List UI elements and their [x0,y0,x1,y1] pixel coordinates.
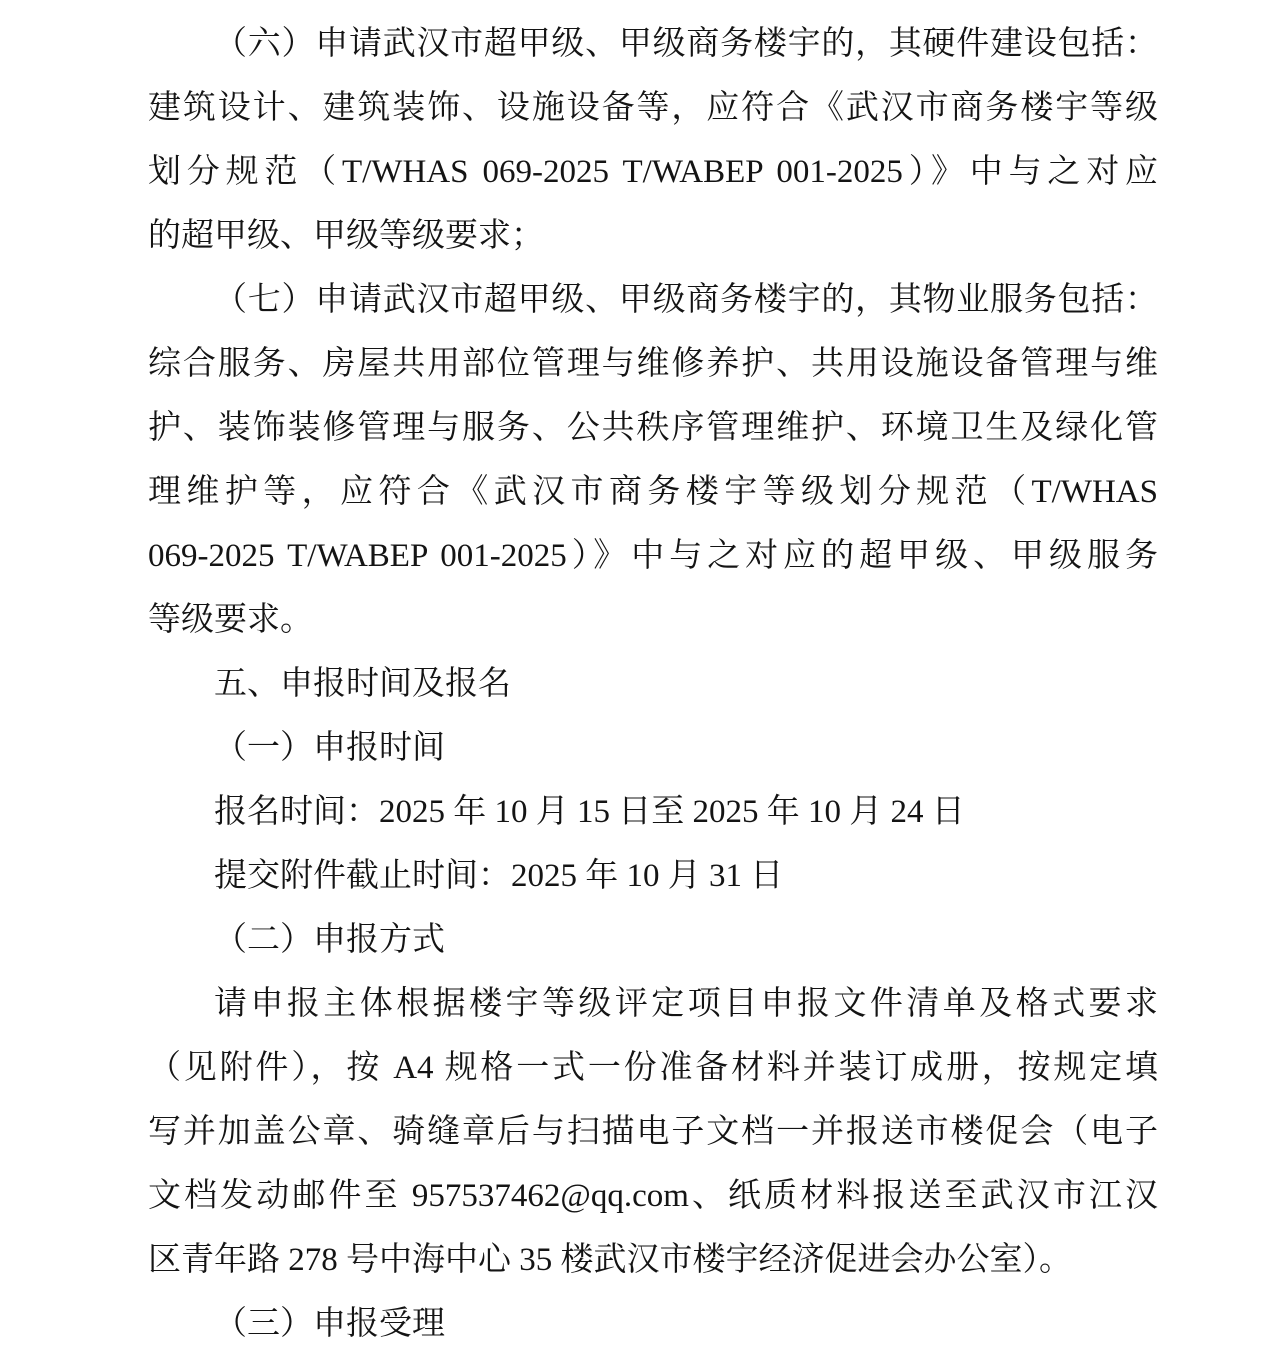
document-line: 文档发动邮件至 957537462@qq.com、纸质材料报送至武汉市江汉 [148,1178,1158,1214]
document-line: （三）申报受理 [214,1306,445,1342]
document-line: 区青年路 278 号中海中心 35 楼武汉市楼宇经济促进会办公室）。 [148,1242,1072,1278]
document-line: 护、装饰装修管理与服务、公共秩序管理维护、环境卫生及绿化管 [148,410,1158,446]
document-line: （一）申报时间 [214,730,445,766]
document-line: 的超甲级、甲级等级要求； [148,218,544,254]
document-line: 069-2025 T/WABEP 001-2025）》中与之对应的超甲级、甲级服务 [148,538,1158,574]
document-line: 报名时间：2025 年 10 月 15 日至 2025 年 10 月 24 日 [214,794,965,830]
document-body [148,12,1158,1356]
document-line: （见附件），按 A4 规格一式一份准备材料并装订成册，按规定填 [148,1050,1158,1086]
document-line: 写并加盖公章、骑缝章后与扫描电子文档一并报送市楼促会（电子 [148,1114,1158,1150]
document-line: 五、申报时间及报名 [214,666,511,702]
document-line: 请申报主体根据楼宇等级评定项目申报文件清单及格式要求 [214,986,1158,1022]
document-line: 综合服务、房屋共用部位管理与维修养护、共用设施设备管理与维 [148,346,1158,382]
document-line: （七）申请武汉市超甲级、甲级商务楼宇的，其物业服务包括： [214,282,1158,318]
document-line: 划分规范（T/WHAS 069-2025 T/WABEP 001-2025）》中与之对应 [148,154,1158,190]
document-line: （二）申报方式 [214,922,445,958]
document-line: 理维护等，应符合《武汉市商务楼宇等级划分规范（T/WHAS [148,474,1158,510]
document-line: 建筑设计、建筑装饰、设施设备等，应符合《武汉市商务楼宇等级 [148,90,1158,126]
document-line: （六）申请武汉市超甲级、甲级商务楼宇的，其硬件建设包括： [214,26,1158,62]
document-line: 提交附件截止时间：2025 年 10 月 31 日 [214,858,784,894]
document-line: 等级要求。 [148,602,313,638]
